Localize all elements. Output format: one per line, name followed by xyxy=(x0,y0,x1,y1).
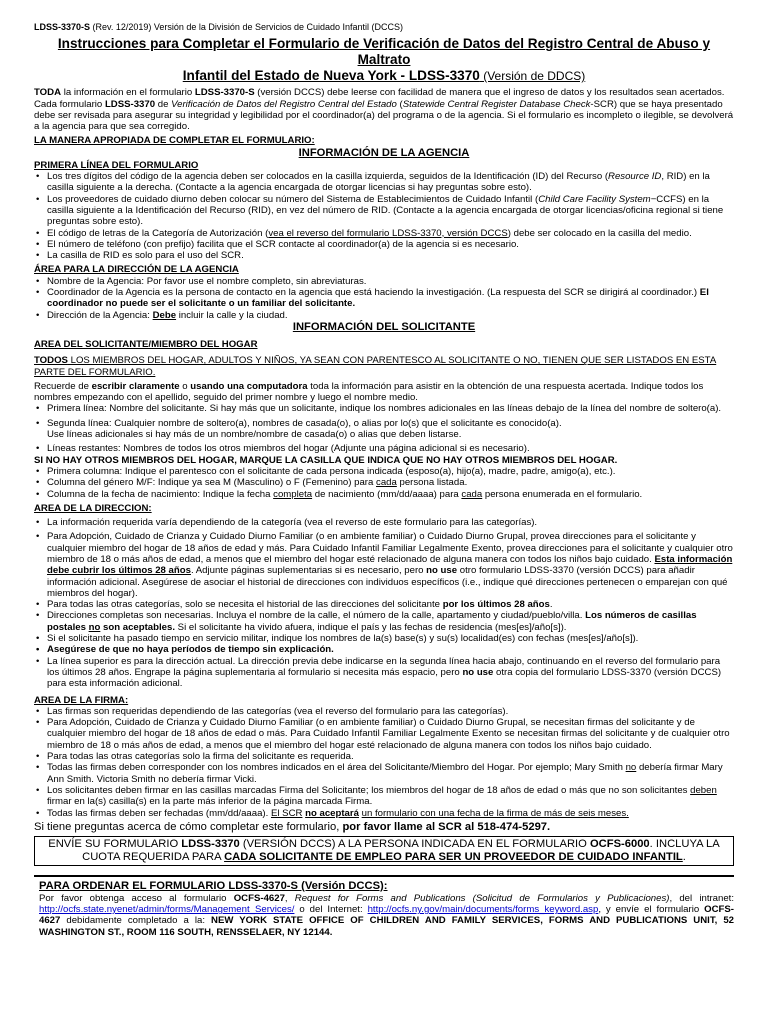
title-line-2: Infantil del Estado de Nueva York - LDSS-3370 (Versión de DDCS) xyxy=(182,68,586,84)
list-item: • Líneas restantes: Nombres de todos los otros miembros del hogar (Adjunte una página adicional si es necesario). xyxy=(34,443,734,454)
revision-note: (Rev. 12/2019) Versión de la División de Servicios de Cuidado Infantil (DCCS) xyxy=(90,22,404,32)
list-item: • El número de teléfono (con prefijo) facilita que el SCR contacte al coordinador(a) de la agencia si es necesario. xyxy=(34,239,734,250)
list-item: • La línea superior es para la dirección actual. La dirección previa debe indicarse en la segunda línea hacia abajo, continuando en el reverso del formulario para los últimos 28 años. Engrape la página suplementaria al formulario si necesita más espacio, pero no use otra copia del formulario LDSS-3370 (versión DCCS) para esta información adicional. xyxy=(34,656,734,690)
applicant-lines-list xyxy=(34,403,734,454)
order-heading: PARA ORDENAR EL FORMULARIO LDSS-3370-S (Versión DCCS): xyxy=(39,879,388,892)
list-item: • Segunda línea: Cualquier nombre de soltero(a), nombres de casada(o), o alias por lo(s) que el solicitante es conocido(a). Use líneas adicionales si hay más de un nombre/nombre de casada(o) o alias que deben listarse. xyxy=(34,418,734,441)
list-item: • Para Adopción, Cuidado de Crianza y Cuidado Diurno Familiar (o en ambiente familiar) o Cuidado Diurno Grupal, provea direcciones para el solicitante y cualquier miembro del hogar de 18 años de edad y más. Para Cuidado Infantil Familiar Legalmente Exento, provea direcciones para el solicitante y cualquier otro miembro de 18 o más años de edad, a menos que el miembro del hogar esté relacionado de alguna manera con todos los niños bajo cuidado. Esta información debe cubrir los últimos 28 años. Adjunte páginas suplementarias si es necesario, pero no use otro formulario LDSS-3370 (versión DCCS) para añadir información adicional. Asegúrese de asociar el historial de direcciones con individuos específicos (i.e., indique qué direcciones pertenecen o emparejan con qué miembros del hogar). xyxy=(34,531,734,599)
list-item: • Dirección de la Agencia: Debe incluir la calle y la ciudad. xyxy=(34,310,734,321)
list-item: • La información requerida varía dependiendo de la categoría (vea el reverso de este formulario para las categorías). xyxy=(34,517,734,528)
proper-way-heading: LA MANERA APROPIADA DE COMPLETAR EL FORMULARIO: xyxy=(34,135,315,147)
intro-paragraph: TODA la información en el formulario LDSS-3370-S (versión DCCS) debe leerse con facilidad de manera que el ingreso de datos y los resultados sean acertados. Cada formulario LDSS-3370 de Verificación de Datos del Registro Central del Estado (Statewide Central Register Database Check-SCR) que se haya presentado debe ser revisada para asegurar su integridad y legibilidad por el coordinador(a) del programa o de la agencia. Si el formulario es incompleto o ilegible, se devolverá a la agencia para que sea corregido. xyxy=(34,87,734,133)
list-item: • El código de letras de la Categoría de Autorización (vea el reverso del formulario LDSS-3370, versión DCCS) debe ser colocado en la casilla del medio. xyxy=(34,228,734,239)
address-area-heading: AREA DE LA DIRECCION: xyxy=(34,502,152,514)
form-header xyxy=(34,22,734,33)
document-title xyxy=(34,36,734,84)
intranet-link[interactable]: http://ocfs.state.nyenet/admin/forms/Management_Services/ xyxy=(39,904,295,916)
list-item: • Columna del género M/F: Indique ya sea M (Masculino) o F (Femenino) para cada persona listada. xyxy=(34,477,734,488)
list-item: • Los solicitantes deben firmar en las casillas marcadas Firma del Solicitante; los miembros del hogar de 18 años de edad o más que no son solicitantes deben firmar en la(s) casilla(s) en la parte más inferior de la página marcada Firma. xyxy=(34,785,734,808)
list-item: • Columna de la fecha de nacimiento: Indique la fecha completa de nacimiento (mm/dd/aaaa) para cada persona enumerada en el formulario. xyxy=(34,489,734,500)
applicant-info-heading: INFORMACIÓN DEL SOLICITANTE xyxy=(292,320,476,333)
internet-link[interactable]: http://ocfs.ny.gov/main/documents/forms_keyword.asp xyxy=(367,904,599,916)
list-item: • La casilla de RID es solo para el uso del SCR. xyxy=(34,250,734,261)
list-item: • Para Adopción, Cuidado de Crianza y Cuidado Diurno Familiar (o en ambiente familiar) o Cuidado Diurno Grupal, se necesitan firmas del solicitante y de cualquier miembro del hogar de 18 años de edad o más. Para Cuidado Infantil Familiar Legalmente Exento se necesitan firmas del solicitante y de cualquier otro miembro de 18 o más años de edad, a menos que el miembro del hogar esté relacionado de alguna manera con todos los niños bajo cuidado. xyxy=(34,717,734,751)
order-section xyxy=(34,875,734,938)
list-item: • Los tres dígitos del código de la agencia deben ser colocados en la casilla izquierda, seguidos de la Identificación (ID) del Recurso (Resource ID, RID) en la casilla siguiente a la derecha. (Contacte a la agencia encargada de otorgar licencias si hay preguntas sobre esto). xyxy=(34,171,734,194)
list-item: • Primera columna: Indique el parentesco con el solicitante de cada persona indicada (esposo(a), hijo(a), madre, padre, amigo(a), etc.). xyxy=(34,466,734,477)
list-item: • Las firmas son requeridas dependiendo de las categorías (vea el reverso del formulario para las categorías). xyxy=(34,706,734,717)
order-paragraph: Por favor obtenga acceso al formulario OCFS-4627, Request for Forms and Publications (Solicitud de Formularios y Publicaciones), del intranet: http://ocfs.state.nyenet/admin/forms/Management_Services/ o del Internet: http://ocfs.ny.gov/main/documents/forms_keyword.asp, y envíe el formulario OCFS-4627 debidamente completado a la: NEW YORK STATE OFFICE OF CHILDREN AND FAMILY SERVICES, FORMS AND PUBLICATIONS UNIT, 52 WASHINGTON ST., ROOM 116 SOUTH, RENSSELAER, NY 12144. xyxy=(39,892,735,938)
first-line-list xyxy=(34,171,734,261)
list-item: • Coordinador de la Agencia es la persona de contacto en la agencia que está haciendo la investigación. (La respuesta del SCR se dirigirá al coordinador.) El coordinador no puede ser el solicitante o un familiar del solicitante. xyxy=(34,287,734,310)
signature-area-heading: AREA DE LA FIRMA: xyxy=(34,694,129,706)
applicant-area-heading: AREA DEL SOLICITANTE/MIEMBRO DEL HOGAR xyxy=(34,338,258,350)
form-id: LDSS-3370-S xyxy=(34,22,91,32)
columns-list xyxy=(34,466,734,500)
list-item: • Para todas las otras categorías solo la firma del solicitante es requerida. xyxy=(34,751,734,762)
list-item: • Para todas las otras categorías, solo se necesita el historial de las direcciones del solicitante por los últimos 28 años. xyxy=(34,599,734,610)
send-form-box: ENVÍE SU FORMULARIO LDSS-3370 (VERSIÓN DCCS) A LA PERSONA INDICADA EN EL FORMULARIO OCFS-6000. INCLUYA LA CUOTA REQUERIDA PARA CADA SOLICITANTE DE EMPLEO PARA SER UN PROVEEDOR DE CUIDADO INFANTIL. xyxy=(34,836,734,866)
agency-address-list xyxy=(34,276,734,321)
title-line-1: Instrucciones para Completar el Formulario de Verificación de Datos del Registro Central de Abuso y Maltrato xyxy=(57,36,711,68)
address-list xyxy=(34,517,734,689)
list-item: • Nombre de la Agencia: Por favor use el nombre completo, sin abreviaturas. xyxy=(34,276,734,287)
list-item: • Asegúrese de que no haya períodos de tiempo sin explicación. xyxy=(34,644,734,655)
first-line-heading: PRIMERA LÍNEA DEL FORMULARIO xyxy=(34,159,199,171)
contact-line: Si tiene preguntas acerca de cómo completar este formulario, por favor llame al SCR al 518-474-5297. xyxy=(34,820,551,833)
list-item: • Todas las firmas deben ser fechadas (mm/dd/aaaa). El SCR no aceptará un formulario con una fecha de la firma de más de seis meses. xyxy=(34,808,734,819)
no-other-members-notice: SI NO HAY OTROS MIEMBROS DEL HOGAR, MARQUE LA CASILLA QUE INDICA QUE NO HAY OTROS MIEMBROS DEL HOGAR. xyxy=(34,454,618,466)
list-item: • Primera línea: Nombre del solicitante. Si hay más que un solicitante, indique los nombres adicionales en las líneas debajo de la línea del nombre de soltero(a). xyxy=(34,403,734,414)
agency-address-heading: ÁREA PARA LA DIRECCIÓN DE LA AGENCIA xyxy=(34,264,239,276)
list-item: • Todas las firmas deben corresponder con los nombres indicados en el área del Solicitante/Miembro del Hogar. Por ejemplo; Mary Smith no debería firmar Mary Ann Smith. Victoria Smith no debería firmar Vicki. xyxy=(34,762,734,785)
agency-info-heading: INFORMACIÓN DE LA AGENCIA xyxy=(298,146,470,159)
write-clearly-paragraph: Recuerde de escribir claramente o usando una computadora toda la información para asistir en la obtención de una respuesta acertada. Indique todos los nombres empezando con el apellido, seguido del primer nombre y luego el nombre medio. xyxy=(34,380,704,404)
list-item: • Los proveedores de cuidado diurno deben colocar su número del Sistema de Establecimientos de Cuidado Infantil (Child Care Facility System−CCFS) en la casilla siguiente a la Identificación del Recurso (RID), en vez del número de RID. (Contacte a la agencia encargada de otorgar licencias/oficina regional si tiene preguntas sobre esto). xyxy=(34,194,734,228)
all-members-notice: TODOS LOS MIEMBROS DEL HOGAR, ADULTOS Y NIÑOS, YA SEAN CON PARENTESCO AL SOLICITANTE O NO, TIENEN QUE SER LISTADOS EN ESTA PARTE DEL FORMULARIO. xyxy=(34,355,717,378)
document-page xyxy=(34,22,734,938)
signature-list xyxy=(34,706,734,819)
list-item: • Direcciones completas son necesarias. Incluya el nombre de la calle, el número de la calle, apartamento y ciudad/pueblo/villa. Los números de casillas postales no son aceptables. Si el solicitante ha vivido afuera, indique el país y las fechas de residencia (mes[es]/año[s]). xyxy=(34,610,734,633)
list-item: • Si el solicitante ha pasado tiempo en servicio militar, indique los nombres de la(s) base(s) y su(s) localidad(es) con fechas (mes[es]/año[s]). xyxy=(34,633,734,644)
